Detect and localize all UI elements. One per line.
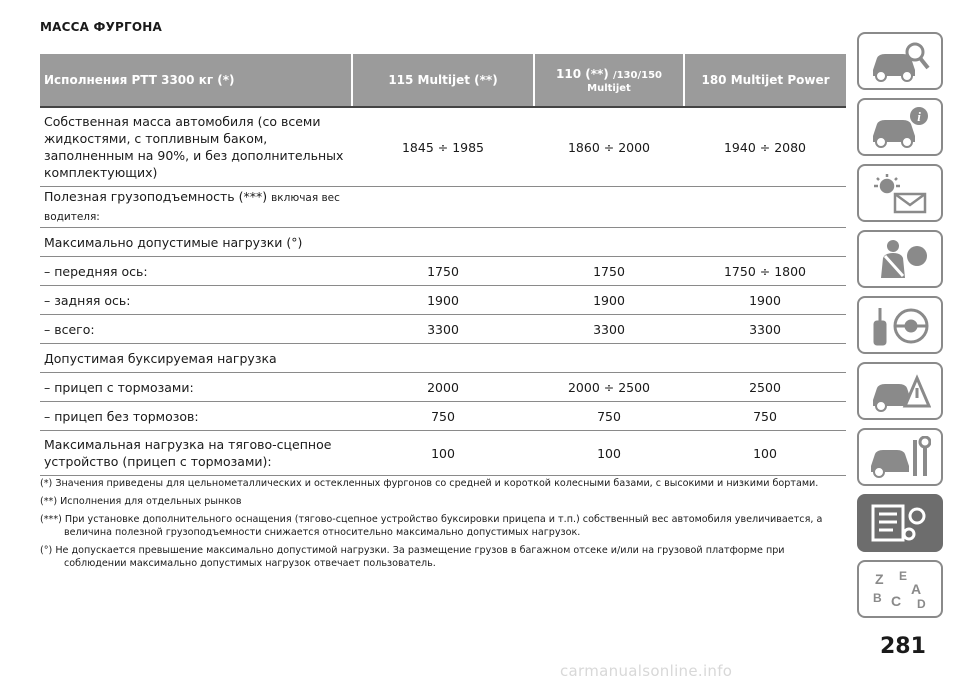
svg-text:i: i — [917, 109, 921, 124]
table-row: Максимально допустимые нагрузки (°) — [40, 228, 846, 257]
svg-text:B: B — [873, 591, 882, 605]
header-versions: Исполнения PTT 3300 кг (*) — [40, 54, 352, 107]
table-row: – прицеп с тормозами: 2000 2000 ÷ 2500 2500 — [40, 373, 846, 402]
tab-emergency[interactable] — [857, 362, 943, 420]
footnote-1: (*) Значения приведены для цельнометаллических и остекленных фургонов со средней и короткой колесными базами, с высокими и низкими бортами. — [40, 478, 819, 489]
warning-light-envelope-icon — [869, 172, 931, 214]
table-row: Допустимая буксируемая нагрузка — [40, 344, 846, 373]
section-title: МАССА ФУРГОНА — [40, 20, 163, 34]
alphabet-index-icon — [869, 568, 931, 610]
spec-list-gear-icon — [869, 502, 931, 544]
header-180-multijet-power: 180 Multijet Power — [684, 54, 846, 107]
tab-maintenance[interactable] — [857, 428, 943, 486]
footnotes — [40, 477, 840, 575]
table-row: Полезная грузоподъемность (***) включая вес водителя: — [40, 187, 846, 228]
vehicle-mass-table — [40, 54, 846, 476]
footnote-2: (**) Исполнения для отдельных рынков — [40, 496, 242, 507]
svg-text:A: A — [911, 581, 922, 597]
tab-getting-to-know[interactable] — [857, 32, 943, 90]
svg-text:C: C — [891, 593, 902, 609]
table-row: Максимальная нагрузка на тягово-сцепное устройство (прицеп с тормозами): 100 100 100 — [40, 431, 846, 476]
tab-safety[interactable] — [857, 230, 943, 288]
watermark: carmanualsonline.info — [560, 662, 733, 680]
chapter-tabs-sidebar — [857, 32, 945, 626]
svg-text:D: D — [917, 597, 926, 610]
car-magnifier-icon — [869, 40, 931, 82]
svg-text:E: E — [899, 569, 908, 583]
table-row: – задняя ось: 1900 1900 1900 — [40, 286, 846, 315]
footnote-3: (***) При установке дополнительного оснащения (тягово-сцепное устройство буксировки прицепа и т.п.) собственный вес автомобиля увеличивается, а величина полезной грузоподъемности снижается относительно максимально допустимых нагрузок. — [40, 514, 823, 538]
header-110-130-150-multijet: 110 (**) /130/150 Multijet — [534, 54, 684, 107]
tab-alphabetical-index[interactable] — [857, 560, 943, 618]
table-row: Собственная масса автомобиля (со всеми жидкостями, с топливным баком, заполненным на 90%, и без дополнительных комплектующих) 1845 ÷ 1985 1860 ÷ 2000 1940 ÷ 2080 — [40, 107, 846, 187]
tab-warning-lights[interactable] — [857, 164, 943, 222]
page-number: 281 — [880, 634, 926, 659]
car-tools-icon — [869, 436, 931, 478]
header-115-multijet: 115 Multijet (**) — [352, 54, 534, 107]
tab-starting-driving[interactable] — [857, 296, 943, 354]
car-info-icon — [869, 106, 931, 148]
table-row: – всего: 3300 3300 3300 — [40, 315, 846, 344]
table-header-row — [40, 54, 846, 107]
tab-technical-specifications[interactable] — [857, 494, 943, 552]
footnote-4: (°) Не допускается превышение максимально допустимой нагрузки. За размещение грузов в багажном отсеке и/или на грузовой платформе при соблюдении максимально допустимых нагрузок отвечает пользователь. — [40, 545, 785, 569]
svg-text:Z: Z — [875, 571, 884, 587]
key-steering-wheel-icon — [869, 304, 931, 346]
tab-instrument-info[interactable] — [857, 98, 943, 156]
table-row: – прицеп без тормозов: 750 750 750 — [40, 402, 846, 431]
seatbelt-airbag-icon — [869, 238, 931, 280]
table-row: – передняя ось: 1750 1750 1750 ÷ 1800 — [40, 257, 846, 286]
car-warning-triangle-icon — [869, 370, 931, 412]
